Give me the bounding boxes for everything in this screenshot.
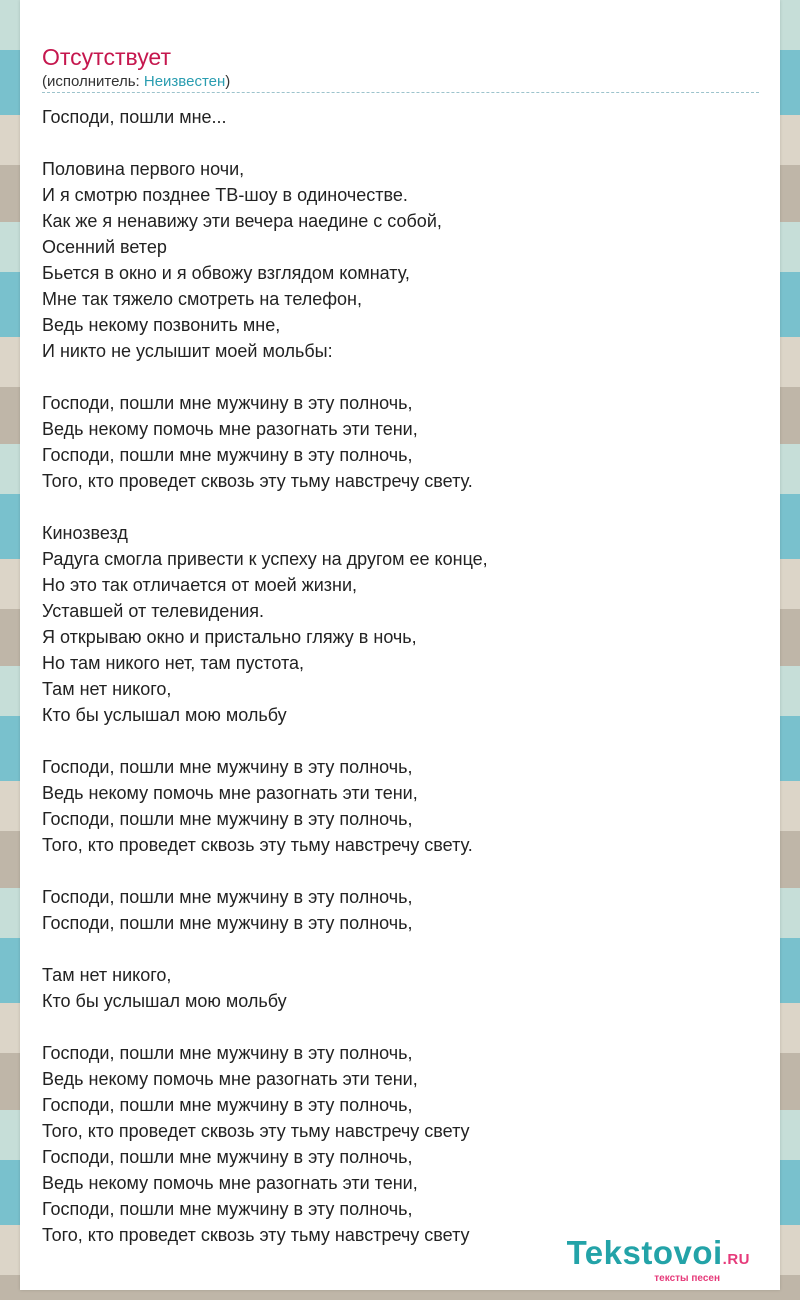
lyric-line: Господи, пошли мне мужчину в эту полночь, — [42, 1095, 413, 1115]
lyric-line — [42, 858, 757, 884]
lyric-line: Господи, пошли мне мужчину в эту полночь, — [42, 445, 413, 465]
lyrics-card — [20, 0, 780, 1290]
logo-wordmark — [567, 1236, 750, 1277]
title-divider — [42, 92, 759, 93]
lyric-line: Половина первого ночи, — [42, 159, 245, 179]
lyric-line: Бьется в окно и я обвожу взглядом комнату, — [42, 263, 410, 283]
lyric-line: Ведь некому помочь мне разогнать эти тени, — [42, 1069, 418, 1089]
lyric-line: Господи, пошли мне мужчину в эту полночь, — [42, 1147, 413, 1167]
lyric-line: Того, кто проведет сквозь эту тьму навстречу свету. — [42, 471, 473, 491]
lyric-line: Как же я ненавижу эти вечера наедине с собой, — [42, 211, 442, 231]
lyrics-text — [42, 104, 757, 1248]
lyric-line: Уставшей от телевидения. — [42, 601, 265, 621]
lyric-line — [42, 130, 757, 156]
lyric-line: Господи, пошли мне мужчину в эту полночь, — [42, 913, 413, 933]
lyric-line: Кинозвезд — [42, 523, 128, 543]
lyric-line: Того, кто проведет сквозь эту тьму навстречу свету — [42, 1225, 470, 1245]
lyric-line — [42, 936, 757, 962]
performer-link[interactable]: Неизвестен — [143, 73, 226, 90]
logo-suffix: .RU — [722, 1251, 750, 1268]
lyric-line: Господи, пошли мне мужчину в эту полночь, — [42, 757, 413, 777]
lyric-line: Ведь некому позвонить мне, — [42, 315, 281, 335]
lyric-line: Господи, пошли мне... — [42, 107, 227, 127]
lyric-line: Но там никого нет, там пустота, — [42, 653, 304, 673]
lyric-line: Господи, пошли мне мужчину в эту полночь, — [42, 393, 413, 413]
logo-subtitle: тексты песен — [654, 1273, 720, 1284]
lyric-line: Ведь некому помочь мне разогнать эти тени, — [42, 1173, 418, 1193]
lyric-line: Ведь некому помочь мне разогнать эти тени, — [42, 419, 418, 439]
lyric-line — [42, 728, 757, 754]
lyric-line: Того, кто проведет сквозь эту тьму навстречу свету. — [42, 835, 473, 855]
lyric-line: Там нет никого, — [42, 965, 172, 985]
performer-line — [42, 72, 230, 92]
lyric-line: Мне так тяжело смотреть на телефон, — [42, 289, 363, 309]
lyric-line — [42, 364, 757, 390]
performer-prefix: (исполнитель: — [42, 73, 144, 90]
site-logo[interactable] — [567, 1236, 750, 1285]
lyric-line: Господи, пошли мне мужчину в эту полночь, — [42, 887, 413, 907]
lyric-line — [42, 1014, 757, 1040]
lyric-line: Господи, пошли мне мужчину в эту полночь, — [42, 1043, 413, 1063]
lyric-line: Господи, пошли мне мужчину в эту полночь, — [42, 1199, 413, 1219]
lyric-line — [42, 494, 757, 520]
lyric-line: И никто не услышит моей мольбы: — [42, 341, 333, 361]
lyric-line: Кто бы услышал мою мольбу — [42, 991, 287, 1011]
lyric-line: Кто бы услышал мою мольбу — [42, 705, 287, 725]
performer-suffix: ) — [225, 73, 231, 90]
lyric-line: Осенний ветер — [42, 237, 167, 257]
lyric-line: Господи, пошли мне мужчину в эту полночь, — [42, 809, 413, 829]
logo-main-text: Tekstovoi — [566, 1234, 723, 1271]
lyric-line: Там нет никого, — [42, 679, 172, 699]
lyric-line: Радуга смогла привести к успеху на другом ее конце, — [42, 549, 488, 569]
song-title: Отсутствует — [42, 44, 171, 70]
lyric-line: И я смотрю позднее ТВ-шоу в одиночестве. — [42, 185, 408, 205]
lyric-line: Того, кто проведет сквозь эту тьму навстречу свету — [42, 1121, 470, 1141]
lyric-line: Я открываю окно и пристально гляжу в ночь, — [42, 627, 417, 647]
lyric-line: Ведь некому помочь мне разогнать эти тени, — [42, 783, 418, 803]
lyric-line: Но это так отличается от моей жизни, — [42, 575, 358, 595]
